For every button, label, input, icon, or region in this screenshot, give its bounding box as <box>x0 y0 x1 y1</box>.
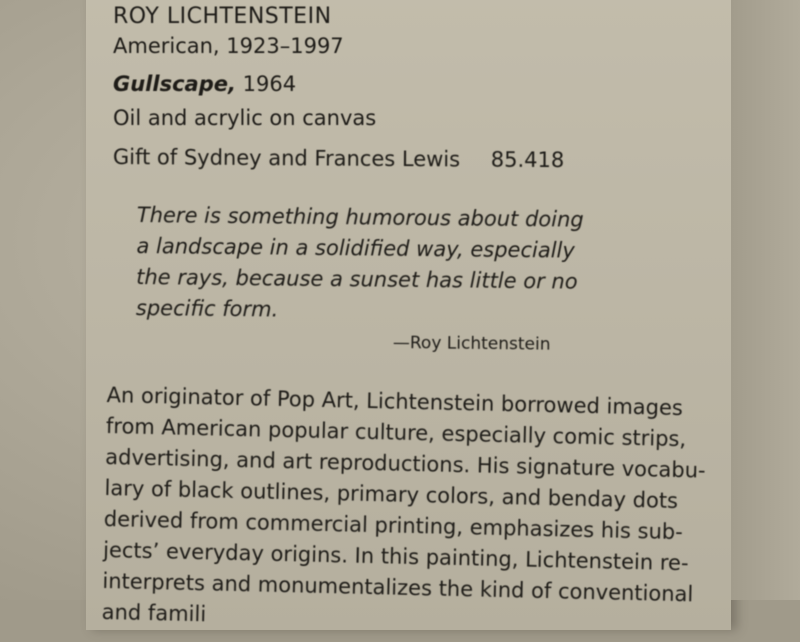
description-line: jects’ everyday origins. In this painting, Lichtenstein re- <box>102 537 689 576</box>
artwork-title: Gullscape, <box>113 72 236 96</box>
gallery-wall-right <box>731 0 800 600</box>
artist-nationality-dates: American, 1923–1997 <box>113 34 344 58</box>
description-line: lary of black outlines, primary colors, and benday dots <box>104 475 679 513</box>
artist-quote <box>135 200 584 328</box>
quote-line: the rays, because a sunset has little or no <box>136 264 578 294</box>
credit-line <box>113 145 565 172</box>
artwork-title-line <box>113 72 296 96</box>
quote-line: specific form. <box>135 295 279 322</box>
artist-name: ROY LICHTENSTEIN <box>113 4 332 29</box>
description-line: interprets and monumentalizes the kind of conventional <box>102 568 694 607</box>
quote-line: There is something humorous about doing <box>136 202 584 232</box>
artwork-year: 1964 <box>242 72 297 96</box>
description-line: and famili <box>101 599 207 627</box>
credit-text: Gift of Sydney and Frances Lewis <box>112 145 461 172</box>
artwork-description <box>101 380 706 642</box>
accession-number: 85.418 <box>490 147 565 173</box>
quote-line: a landscape in a solidified way, especially <box>136 233 575 263</box>
description-line: from American popular culture, especially comic strips, <box>105 413 687 452</box>
description-line: derived from commercial printing, emphasizes his sub- <box>103 506 684 545</box>
description-line: An originator of Pop Art, Lichtenstein borrowed images <box>106 382 684 421</box>
description-line: advertising, and art reproductions. His signature vocabu- <box>104 444 706 483</box>
artwork-medium: Oil and acrylic on canvas <box>113 106 377 130</box>
quote-attribution: —Roy Lichtenstein <box>392 333 551 355</box>
